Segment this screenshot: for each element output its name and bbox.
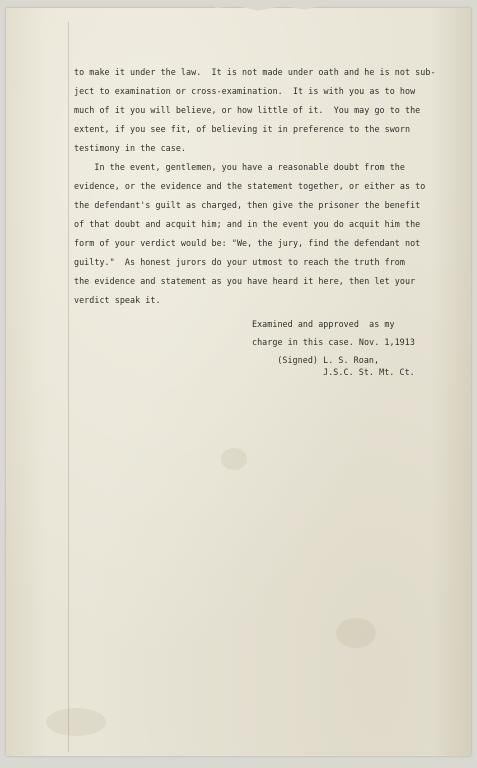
body-text-line: verdict speak it. xyxy=(74,295,161,305)
body-text-line: In the event, gentlemen, you have a reasonable doubt from the xyxy=(74,162,405,172)
approval-date-line: charge in this case. Nov. 1,1913 xyxy=(252,337,415,347)
body-text-line: form of your verdict would be: "We, the jury, find the defendant not xyxy=(74,238,421,248)
page-fold-line xyxy=(68,22,69,752)
body-text-line: evidence, or the evidence and the statement together, or either as to xyxy=(74,181,426,191)
body-text-line: guilty." As honest jurors do your utmost to reach the truth from xyxy=(74,257,405,267)
body-text-line: the defendant's guilt as charged, then give the prisoner the benefit xyxy=(74,200,421,210)
signer-title-line: J.S.C. St. Mt. Ct. xyxy=(262,367,415,377)
body-text-line: much of it you will believe, or how little of it. You may go to the xyxy=(74,105,421,115)
body-text-line: testimony in the case. xyxy=(74,143,187,153)
body-text-line: to make it under the law. It is not made under oath and he is not sub- xyxy=(74,67,436,77)
body-text-line: ject to examination or cross-examination. It is with you as to how xyxy=(74,86,416,96)
approval-line: Examined and approved as my xyxy=(252,319,395,329)
signed-name-line: (Signed) L. S. Roan, xyxy=(262,355,380,365)
paper-stain xyxy=(336,618,376,648)
body-text-line: the evidence and statement as you have heard it here, then let your xyxy=(74,276,416,286)
body-text-line: extent, if you see fit, of believing it in preference to the sworn xyxy=(74,124,411,134)
paper-stain xyxy=(46,708,106,736)
body-text-line: of that doubt and acquit him; and in the event you do acquit him the xyxy=(74,219,421,229)
document-page xyxy=(6,8,471,756)
paper-stain xyxy=(221,448,247,470)
